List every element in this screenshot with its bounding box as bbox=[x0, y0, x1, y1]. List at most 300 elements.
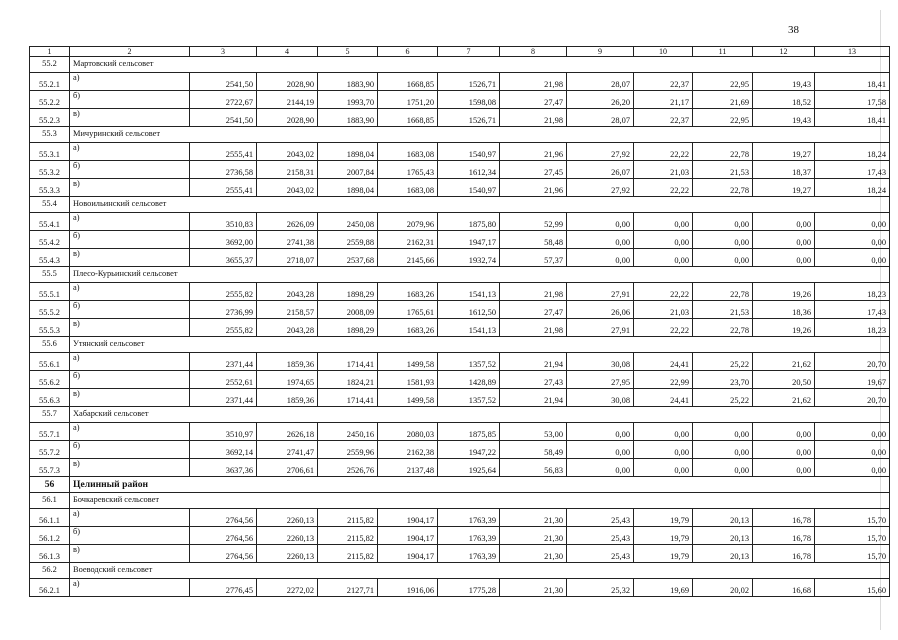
value-cell: 25,22 bbox=[693, 389, 753, 407]
row-code: 55.4.1 bbox=[30, 213, 70, 231]
section-title: Воеводский сельсовет bbox=[70, 563, 890, 579]
value-cell: 21,94 bbox=[500, 353, 567, 371]
value-cell: 22,22 bbox=[634, 283, 693, 301]
row-variant-label: в) bbox=[70, 389, 190, 407]
section-title: Мичуринский сельсовет bbox=[70, 127, 890, 143]
value-cell: 25,43 bbox=[567, 545, 634, 563]
value-cell: 18,41 bbox=[815, 109, 890, 127]
row-variant-label: б) bbox=[70, 161, 190, 179]
value-cell: 27,45 bbox=[500, 161, 567, 179]
value-cell: 21,53 bbox=[693, 301, 753, 319]
row-variant-label: а) bbox=[70, 213, 190, 231]
value-cell: 21,98 bbox=[500, 73, 567, 91]
value-cell: 1932,74 bbox=[438, 249, 500, 267]
value-cell: 56,83 bbox=[500, 459, 567, 477]
value-cell: 1541,13 bbox=[438, 319, 500, 337]
column-number-header: 6 bbox=[378, 47, 438, 57]
value-cell: 2080,03 bbox=[378, 423, 438, 441]
value-cell: 2008,09 bbox=[318, 301, 378, 319]
value-cell: 21,03 bbox=[634, 301, 693, 319]
value-cell: 2162,31 bbox=[378, 231, 438, 249]
value-cell: 21,53 bbox=[693, 161, 753, 179]
value-cell: 20,13 bbox=[693, 509, 753, 527]
value-cell: 18,24 bbox=[815, 179, 890, 197]
table-row bbox=[30, 545, 890, 563]
value-cell: 27,92 bbox=[567, 143, 634, 161]
value-cell: 21,17 bbox=[634, 91, 693, 109]
value-cell: 23,70 bbox=[693, 371, 753, 389]
table-row bbox=[30, 459, 890, 477]
value-cell: 1898,04 bbox=[318, 179, 378, 197]
value-cell: 0,00 bbox=[567, 459, 634, 477]
value-cell: 1765,61 bbox=[378, 301, 438, 319]
value-cell: 2626,18 bbox=[257, 423, 318, 441]
row-variant-label: б) bbox=[70, 301, 190, 319]
value-cell: 20,70 bbox=[815, 353, 890, 371]
value-cell: 26,20 bbox=[567, 91, 634, 109]
value-cell: 2043,02 bbox=[257, 179, 318, 197]
value-cell: 1541,13 bbox=[438, 283, 500, 301]
value-cell: 1898,04 bbox=[318, 143, 378, 161]
value-cell: 2552,61 bbox=[190, 371, 257, 389]
value-cell: 1775,28 bbox=[438, 579, 500, 597]
value-cell: 2722,67 bbox=[190, 91, 257, 109]
value-cell: 2260,13 bbox=[257, 509, 318, 527]
value-cell: 2555,82 bbox=[190, 283, 257, 301]
value-cell: 16,78 bbox=[753, 527, 815, 545]
section-title: Плесо-Курьинский сельсовет bbox=[70, 267, 890, 283]
table-row bbox=[30, 301, 890, 319]
value-cell: 0,00 bbox=[693, 459, 753, 477]
value-cell: 20,13 bbox=[693, 527, 753, 545]
value-cell: 21,30 bbox=[500, 545, 567, 563]
value-cell: 1898,29 bbox=[318, 319, 378, 337]
table-row bbox=[30, 319, 890, 337]
value-cell: 52,99 bbox=[500, 213, 567, 231]
value-cell: 27,47 bbox=[500, 91, 567, 109]
value-cell: 18,23 bbox=[815, 283, 890, 301]
row-variant-label: б) bbox=[70, 441, 190, 459]
value-cell: 1883,90 bbox=[318, 109, 378, 127]
section-code: 55.6 bbox=[30, 337, 70, 353]
value-cell: 18,23 bbox=[815, 319, 890, 337]
row-variant-label: в) bbox=[70, 545, 190, 563]
value-cell: 0,00 bbox=[753, 249, 815, 267]
value-cell: 19,43 bbox=[753, 109, 815, 127]
value-cell: 1904,17 bbox=[378, 545, 438, 563]
value-cell: 3692,14 bbox=[190, 441, 257, 459]
value-cell: 0,00 bbox=[693, 213, 753, 231]
district-title: Целинный район bbox=[70, 477, 890, 493]
table-row bbox=[30, 389, 890, 407]
value-cell: 27,91 bbox=[567, 283, 634, 301]
section-code: 55.2 bbox=[30, 57, 70, 73]
value-cell: 0,00 bbox=[693, 249, 753, 267]
section-header-row bbox=[30, 493, 890, 509]
value-cell: 1683,08 bbox=[378, 143, 438, 161]
section-header-row bbox=[30, 127, 890, 143]
section-header-row bbox=[30, 57, 890, 73]
value-cell: 0,00 bbox=[815, 249, 890, 267]
value-cell: 2555,41 bbox=[190, 179, 257, 197]
value-cell: 53,00 bbox=[500, 423, 567, 441]
value-cell: 1683,26 bbox=[378, 283, 438, 301]
row-code: 55.7.2 bbox=[30, 441, 70, 459]
value-cell: 2741,47 bbox=[257, 441, 318, 459]
value-cell: 19,27 bbox=[753, 143, 815, 161]
tariff-table bbox=[29, 46, 890, 597]
value-cell: 1612,34 bbox=[438, 161, 500, 179]
row-code: 55.7.3 bbox=[30, 459, 70, 477]
row-variant-label: б) bbox=[70, 371, 190, 389]
table-row bbox=[30, 509, 890, 527]
table-row bbox=[30, 161, 890, 179]
row-variant-label: а) bbox=[70, 579, 190, 597]
value-cell: 1993,70 bbox=[318, 91, 378, 109]
value-cell: 15,70 bbox=[815, 509, 890, 527]
table-row bbox=[30, 73, 890, 91]
row-code: 56.1.2 bbox=[30, 527, 70, 545]
value-cell: 0,00 bbox=[815, 213, 890, 231]
value-cell: 21,98 bbox=[500, 319, 567, 337]
value-cell: 19,79 bbox=[634, 545, 693, 563]
value-cell: 2043,28 bbox=[257, 319, 318, 337]
value-cell: 0,00 bbox=[693, 423, 753, 441]
value-cell: 19,27 bbox=[753, 179, 815, 197]
row-variant-label: в) bbox=[70, 249, 190, 267]
row-code: 55.3.3 bbox=[30, 179, 70, 197]
section-code: 55.3 bbox=[30, 127, 70, 143]
value-cell: 0,00 bbox=[753, 231, 815, 249]
column-number-header: 1 bbox=[30, 47, 70, 57]
value-cell: 27,91 bbox=[567, 319, 634, 337]
value-cell: 21,62 bbox=[753, 353, 815, 371]
value-cell: 3510,83 bbox=[190, 213, 257, 231]
value-cell: 22,95 bbox=[693, 109, 753, 127]
value-cell: 1357,52 bbox=[438, 353, 500, 371]
value-cell: 20,02 bbox=[693, 579, 753, 597]
section-header-row bbox=[30, 267, 890, 283]
value-cell: 30,08 bbox=[567, 389, 634, 407]
value-cell: 2028,90 bbox=[257, 73, 318, 91]
value-cell: 19,79 bbox=[634, 509, 693, 527]
value-cell: 2007,84 bbox=[318, 161, 378, 179]
value-cell: 18,37 bbox=[753, 161, 815, 179]
value-cell: 2144,19 bbox=[257, 91, 318, 109]
value-cell: 21,98 bbox=[500, 109, 567, 127]
value-cell: 2718,07 bbox=[257, 249, 318, 267]
table-row bbox=[30, 109, 890, 127]
value-cell: 17,43 bbox=[815, 161, 890, 179]
value-cell: 1540,97 bbox=[438, 143, 500, 161]
value-cell: 1763,39 bbox=[438, 545, 500, 563]
value-cell: 22,78 bbox=[693, 283, 753, 301]
section-code: 55.5 bbox=[30, 267, 70, 283]
value-cell: 1526,71 bbox=[438, 73, 500, 91]
value-cell: 27,95 bbox=[567, 371, 634, 389]
value-cell: 22,78 bbox=[693, 179, 753, 197]
row-code: 55.4.2 bbox=[30, 231, 70, 249]
value-cell: 2371,44 bbox=[190, 353, 257, 371]
value-cell: 1598,08 bbox=[438, 91, 500, 109]
column-number-header: 10 bbox=[634, 47, 693, 57]
value-cell: 0,00 bbox=[815, 231, 890, 249]
value-cell: 21,94 bbox=[500, 389, 567, 407]
value-cell: 2450,08 bbox=[318, 213, 378, 231]
table-row bbox=[30, 91, 890, 109]
value-cell: 19,26 bbox=[753, 283, 815, 301]
value-cell: 1540,97 bbox=[438, 179, 500, 197]
value-cell: 2706,61 bbox=[257, 459, 318, 477]
row-code: 55.7.1 bbox=[30, 423, 70, 441]
value-cell: 2272,02 bbox=[257, 579, 318, 597]
value-cell: 2158,31 bbox=[257, 161, 318, 179]
value-cell: 1499,58 bbox=[378, 389, 438, 407]
value-cell: 18,52 bbox=[753, 91, 815, 109]
table-row bbox=[30, 527, 890, 545]
value-cell: 24,41 bbox=[634, 353, 693, 371]
column-number-header: 7 bbox=[438, 47, 500, 57]
value-cell: 1904,17 bbox=[378, 527, 438, 545]
section-header-row bbox=[30, 407, 890, 423]
column-number-header: 13 bbox=[815, 47, 890, 57]
value-cell: 1763,39 bbox=[438, 527, 500, 545]
value-cell: 2043,28 bbox=[257, 283, 318, 301]
section-code: 56.2 bbox=[30, 563, 70, 579]
value-cell: 19,43 bbox=[753, 73, 815, 91]
table-row bbox=[30, 249, 890, 267]
value-cell: 16,78 bbox=[753, 545, 815, 563]
district-header-row bbox=[30, 477, 890, 493]
value-cell: 0,00 bbox=[753, 459, 815, 477]
table-row bbox=[30, 423, 890, 441]
value-cell: 19,67 bbox=[815, 371, 890, 389]
value-cell: 26,07 bbox=[567, 161, 634, 179]
table-row bbox=[30, 579, 890, 597]
row-code: 55.6.2 bbox=[30, 371, 70, 389]
row-variant-label: а) bbox=[70, 353, 190, 371]
value-cell: 0,00 bbox=[693, 441, 753, 459]
row-code: 55.5.1 bbox=[30, 283, 70, 301]
value-cell: 1714,41 bbox=[318, 353, 378, 371]
value-cell: 2559,96 bbox=[318, 441, 378, 459]
value-cell: 1898,29 bbox=[318, 283, 378, 301]
value-cell: 2764,56 bbox=[190, 545, 257, 563]
value-cell: 1904,17 bbox=[378, 509, 438, 527]
row-code: 55.5.3 bbox=[30, 319, 70, 337]
value-cell: 22,78 bbox=[693, 143, 753, 161]
value-cell: 2145,66 bbox=[378, 249, 438, 267]
value-cell: 2043,02 bbox=[257, 143, 318, 161]
value-cell: 1428,89 bbox=[438, 371, 500, 389]
value-cell: 28,07 bbox=[567, 109, 634, 127]
row-code: 55.6.3 bbox=[30, 389, 70, 407]
value-cell: 25,22 bbox=[693, 353, 753, 371]
row-code: 55.2.1 bbox=[30, 73, 70, 91]
table-body bbox=[30, 47, 890, 597]
value-cell: 2260,13 bbox=[257, 527, 318, 545]
value-cell: 22,78 bbox=[693, 319, 753, 337]
table-row bbox=[30, 179, 890, 197]
value-cell: 25,32 bbox=[567, 579, 634, 597]
value-cell: 3692,00 bbox=[190, 231, 257, 249]
section-header-row bbox=[30, 197, 890, 213]
table-row bbox=[30, 283, 890, 301]
value-cell: 2526,76 bbox=[318, 459, 378, 477]
row-variant-label: б) bbox=[70, 231, 190, 249]
column-number-header-row bbox=[30, 47, 890, 57]
column-number-header: 4 bbox=[257, 47, 318, 57]
value-cell: 1947,17 bbox=[438, 231, 500, 249]
value-cell: 25,43 bbox=[567, 527, 634, 545]
value-cell: 0,00 bbox=[634, 459, 693, 477]
row-code: 55.3.1 bbox=[30, 143, 70, 161]
column-number-header: 9 bbox=[567, 47, 634, 57]
value-cell: 22,95 bbox=[693, 73, 753, 91]
value-cell: 1751,20 bbox=[378, 91, 438, 109]
value-cell: 0,00 bbox=[634, 441, 693, 459]
value-cell: 18,41 bbox=[815, 73, 890, 91]
row-variant-label: а) bbox=[70, 283, 190, 301]
value-cell: 2559,88 bbox=[318, 231, 378, 249]
value-cell: 1612,50 bbox=[438, 301, 500, 319]
value-cell: 0,00 bbox=[567, 423, 634, 441]
section-title: Бочкаревский сельсовет bbox=[70, 493, 890, 509]
value-cell: 0,00 bbox=[567, 231, 634, 249]
table-row bbox=[30, 441, 890, 459]
value-cell: 22,37 bbox=[634, 109, 693, 127]
value-cell: 0,00 bbox=[567, 213, 634, 231]
value-cell: 18,24 bbox=[815, 143, 890, 161]
value-cell: 0,00 bbox=[815, 423, 890, 441]
value-cell: 15,70 bbox=[815, 527, 890, 545]
value-cell: 0,00 bbox=[815, 441, 890, 459]
table-row bbox=[30, 143, 890, 161]
value-cell: 2541,50 bbox=[190, 109, 257, 127]
table-row bbox=[30, 371, 890, 389]
value-cell: 1581,93 bbox=[378, 371, 438, 389]
value-cell: 21,96 bbox=[500, 179, 567, 197]
row-code: 55.2.3 bbox=[30, 109, 70, 127]
section-title: Утянский сельсовет bbox=[70, 337, 890, 353]
value-cell: 2626,09 bbox=[257, 213, 318, 231]
value-cell: 26,06 bbox=[567, 301, 634, 319]
value-cell: 3637,36 bbox=[190, 459, 257, 477]
value-cell: 1357,52 bbox=[438, 389, 500, 407]
value-cell: 1947,22 bbox=[438, 441, 500, 459]
value-cell: 21,96 bbox=[500, 143, 567, 161]
value-cell: 24,41 bbox=[634, 389, 693, 407]
value-cell: 2371,44 bbox=[190, 389, 257, 407]
value-cell: 1875,85 bbox=[438, 423, 500, 441]
section-code: 55.4 bbox=[30, 197, 70, 213]
value-cell: 2555,82 bbox=[190, 319, 257, 337]
value-cell: 1714,41 bbox=[318, 389, 378, 407]
value-cell: 2162,38 bbox=[378, 441, 438, 459]
value-cell: 2776,45 bbox=[190, 579, 257, 597]
row-code: 56.1.3 bbox=[30, 545, 70, 563]
value-cell: 2137,48 bbox=[378, 459, 438, 477]
value-cell: 21,69 bbox=[693, 91, 753, 109]
row-code: 55.2.2 bbox=[30, 91, 70, 109]
value-cell: 2741,38 bbox=[257, 231, 318, 249]
value-cell: 0,00 bbox=[753, 441, 815, 459]
value-cell: 15,70 bbox=[815, 545, 890, 563]
value-cell: 28,07 bbox=[567, 73, 634, 91]
value-cell: 21,30 bbox=[500, 579, 567, 597]
row-variant-label: а) bbox=[70, 143, 190, 161]
value-cell: 1683,26 bbox=[378, 319, 438, 337]
column-number-header: 11 bbox=[693, 47, 753, 57]
row-variant-label: в) bbox=[70, 179, 190, 197]
district-code: 56 bbox=[30, 477, 70, 493]
value-cell: 2115,82 bbox=[318, 527, 378, 545]
value-cell: 30,08 bbox=[567, 353, 634, 371]
value-cell: 21,30 bbox=[500, 509, 567, 527]
row-variant-label: в) bbox=[70, 319, 190, 337]
value-cell: 57,37 bbox=[500, 249, 567, 267]
value-cell: 0,00 bbox=[753, 423, 815, 441]
value-cell: 20,50 bbox=[753, 371, 815, 389]
value-cell: 1974,65 bbox=[257, 371, 318, 389]
value-cell: 2541,50 bbox=[190, 73, 257, 91]
value-cell: 1875,80 bbox=[438, 213, 500, 231]
value-cell: 1859,36 bbox=[257, 389, 318, 407]
value-cell: 0,00 bbox=[567, 249, 634, 267]
value-cell: 20,70 bbox=[815, 389, 890, 407]
section-code: 56.1 bbox=[30, 493, 70, 509]
value-cell: 2736,58 bbox=[190, 161, 257, 179]
value-cell: 1526,71 bbox=[438, 109, 500, 127]
row-code: 55.4.3 bbox=[30, 249, 70, 267]
value-cell: 1883,90 bbox=[318, 73, 378, 91]
section-code: 55.7 bbox=[30, 407, 70, 423]
section-header-row bbox=[30, 337, 890, 353]
value-cell: 22,22 bbox=[634, 319, 693, 337]
value-cell: 17,58 bbox=[815, 91, 890, 109]
value-cell: 2260,13 bbox=[257, 545, 318, 563]
section-title: Хабарский сельсовет bbox=[70, 407, 890, 423]
value-cell: 17,43 bbox=[815, 301, 890, 319]
value-cell: 2764,56 bbox=[190, 509, 257, 527]
page-number: 38 bbox=[788, 24, 799, 36]
value-cell: 3655,37 bbox=[190, 249, 257, 267]
table-row bbox=[30, 231, 890, 249]
value-cell: 0,00 bbox=[634, 423, 693, 441]
value-cell: 1859,36 bbox=[257, 353, 318, 371]
value-cell: 2079,96 bbox=[378, 213, 438, 231]
value-cell: 1824,21 bbox=[318, 371, 378, 389]
row-variant-label: б) bbox=[70, 527, 190, 545]
value-cell: 1763,39 bbox=[438, 509, 500, 527]
value-cell: 0,00 bbox=[693, 231, 753, 249]
value-cell: 0,00 bbox=[634, 213, 693, 231]
value-cell: 21,30 bbox=[500, 527, 567, 545]
value-cell: 2127,71 bbox=[318, 579, 378, 597]
value-cell: 21,98 bbox=[500, 283, 567, 301]
row-variant-label: в) bbox=[70, 109, 190, 127]
row-variant-label: а) bbox=[70, 73, 190, 91]
value-cell: 22,22 bbox=[634, 143, 693, 161]
value-cell: 3510,97 bbox=[190, 423, 257, 441]
value-cell: 0,00 bbox=[567, 441, 634, 459]
table-row bbox=[30, 213, 890, 231]
value-cell: 1916,06 bbox=[378, 579, 438, 597]
row-code: 56.1.1 bbox=[30, 509, 70, 527]
value-cell: 0,00 bbox=[753, 213, 815, 231]
value-cell: 2115,82 bbox=[318, 545, 378, 563]
value-cell: 58,49 bbox=[500, 441, 567, 459]
